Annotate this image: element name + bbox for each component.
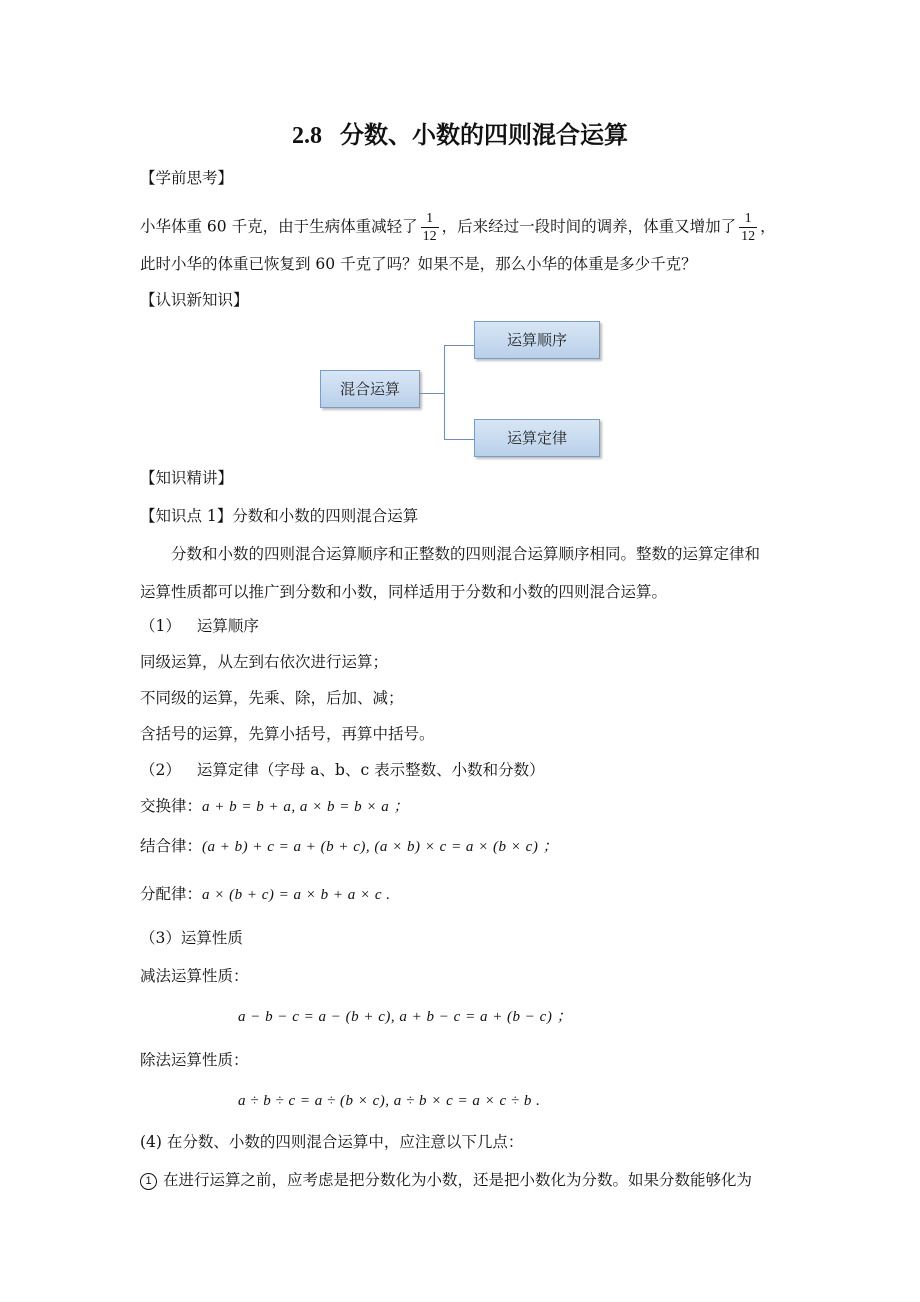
distributive-formula: a × (b + c) = a × b + a × c .	[202, 887, 391, 903]
commutative-formula: a + b = b + a, a × b = b × a ；	[202, 799, 409, 815]
paragraph-line-1: 分数和小数的四则混合运算顺序和正整数的四则混合运算顺序相同。整数的运算定律和	[171, 545, 761, 563]
subtraction-property-label: 减法运算性质：	[140, 967, 249, 985]
diagram-connector-top	[444, 345, 474, 346]
order-rule-1: 同级运算，从左到右依次进行运算；	[140, 653, 389, 671]
division-property-label: 除法运算性质：	[140, 1051, 249, 1069]
section-3-heading: （3）运算性质	[140, 929, 243, 947]
title-number: 2.8	[292, 123, 322, 149]
pre-thinking-heading: 【学前思考】	[140, 169, 234, 187]
circled-number: 1	[140, 1173, 157, 1190]
diagram-child-law-box: 运算定律	[474, 419, 600, 457]
note-1: 1 在进行运算之前，应考虑是把分数化为小数，还是把小数化为分数。如果分数能够化为	[140, 1170, 752, 1190]
associative-law: 结合律：(a + b) + c = a + (b + c), (a × b) × c = a × (b × c) ；	[140, 837, 559, 855]
concept-diagram	[318, 318, 608, 462]
commutative-law: 交换律：a + b = b + a, a × b = b × a ；	[140, 797, 409, 815]
fraction-one-twelfth-2: $\frac{1}{12}$	[741, 211, 756, 244]
distributive-law: 分配律：a × (b + c) = a × b + a × c .	[140, 885, 391, 903]
knowledge-point-1-heading: 【知识点 1】分数和小数的四则混合运算	[140, 507, 419, 525]
subtraction-property-formula: a − b − c = a − (b + c), a + b − c = a + (b − c) ；	[238, 1009, 573, 1025]
knowledge-detail-heading: 【知识精讲】	[140, 469, 234, 487]
diagram-connector-v	[444, 345, 445, 439]
associative-formula: (a + b) + c = a + (b + c), (a × b) × c = a × (b × c) ；	[202, 839, 559, 855]
title-text: 分数、小数的四则混合运算	[340, 121, 628, 149]
page-title	[0, 118, 920, 153]
diagram-connector-bottom	[444, 439, 474, 440]
fraction-one-twelfth: $\frac{1}{12}$	[422, 211, 437, 244]
diagram-child-order-box: 运算顺序	[474, 321, 600, 359]
division-property-formula: a ÷ b ÷ c = a ÷ (b × c), a ÷ b × c = a × c ÷ b .	[238, 1093, 541, 1109]
order-rule-3: 含括号的运算，先算小括号，再算中括号。	[140, 725, 435, 743]
pre-thinking-line-1: 小华体重 60 千克，由于生病体重减轻了 $\frac{1}{12}$ ，后来经过一段时间的调养，体重又增加了 $\frac{1}{12}$ ，	[140, 211, 776, 244]
order-rule-2: 不同级的运算，先乘、除，后加、减；	[140, 689, 404, 707]
pre-thinking-line-2: 此时小华的体重已恢复到 60 千克了吗？如果不是，那么小华的体重是多少千克？	[140, 255, 697, 273]
section-1-heading: （1） 运算顺序	[140, 617, 259, 635]
paragraph-line-2: 运算性质都可以推广到分数和小数，同样适用于分数和小数的四则混合运算。	[140, 583, 668, 601]
diagram-root-box: 混合运算	[320, 370, 420, 408]
new-knowledge-heading: 【认识新知识】	[140, 291, 249, 309]
section-2-heading: （2） 运算定律（字母 a、b、c 表示整数、小数和分数）	[140, 761, 545, 779]
diagram-connector-h	[419, 393, 445, 394]
section-4-heading: (4) 在分数、小数的四则混合运算中，应注意以下几点：	[140, 1133, 524, 1151]
